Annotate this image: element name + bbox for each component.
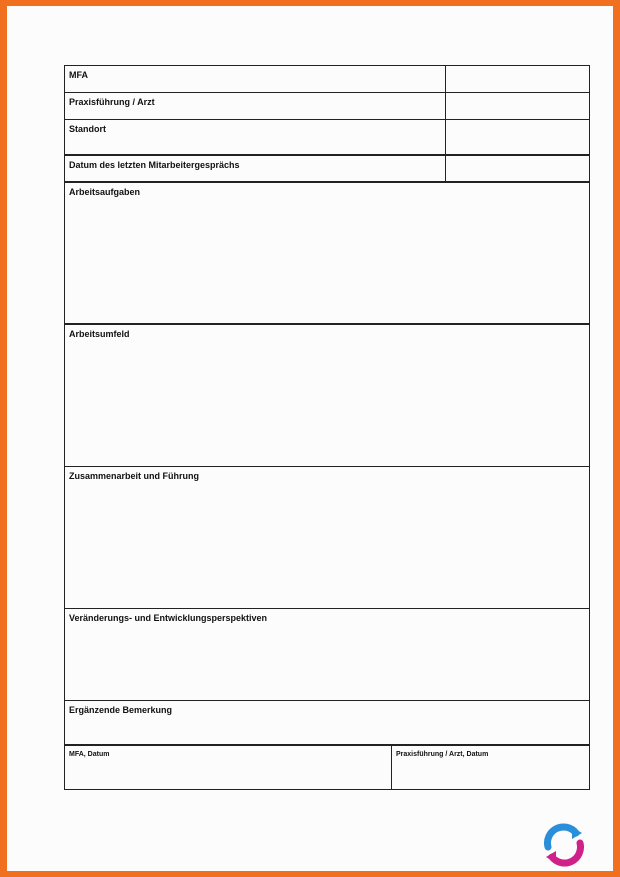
section-label: Arbeitsumfeld	[69, 329, 130, 339]
header-row-label: Datum des letzten Mitarbeitergesprächs	[65, 156, 446, 181]
header-row-label: Standort	[65, 120, 446, 154]
signature-row	[65, 746, 589, 789]
signature-arzt-field[interactable]: Praxisführung / Arzt, Datum	[396, 751, 489, 758]
header-row-value-field[interactable]	[446, 93, 589, 119]
header-row-value-field[interactable]	[446, 156, 589, 181]
section-label: Arbeitsaufgaben	[69, 187, 141, 197]
header-row-label: MFA	[65, 66, 446, 92]
document-page	[7, 6, 613, 871]
section-label: Veränderungs- und Entwicklungsperspektiven	[69, 613, 268, 623]
header-row-value-field[interactable]	[446, 120, 589, 154]
header-row-standort	[65, 120, 589, 156]
section-arbeitsumfeld[interactable]	[65, 325, 589, 467]
header-row-value-field[interactable]	[446, 66, 589, 92]
section-label: Zusammenarbeit und Führung	[69, 471, 200, 481]
employee-review-form	[64, 65, 590, 790]
header-row-datum	[65, 156, 589, 183]
circular-arrows-logo-icon	[542, 823, 586, 867]
section-arbeitsaufgaben[interactable]	[65, 183, 589, 325]
section-label: Ergänzende Bemerkung	[69, 705, 173, 715]
header-row-label: Praxisführung / Arzt	[65, 93, 446, 119]
section-veraenderungsperspektiven[interactable]	[65, 609, 589, 701]
section-zusammenarbeit[interactable]	[65, 467, 589, 609]
section-bemerkung[interactable]	[65, 701, 589, 746]
signature-mfa-field[interactable]: MFA, Datum	[65, 746, 392, 789]
header-row-praxisfuehrung	[65, 93, 589, 120]
header-row-mfa	[65, 66, 589, 93]
